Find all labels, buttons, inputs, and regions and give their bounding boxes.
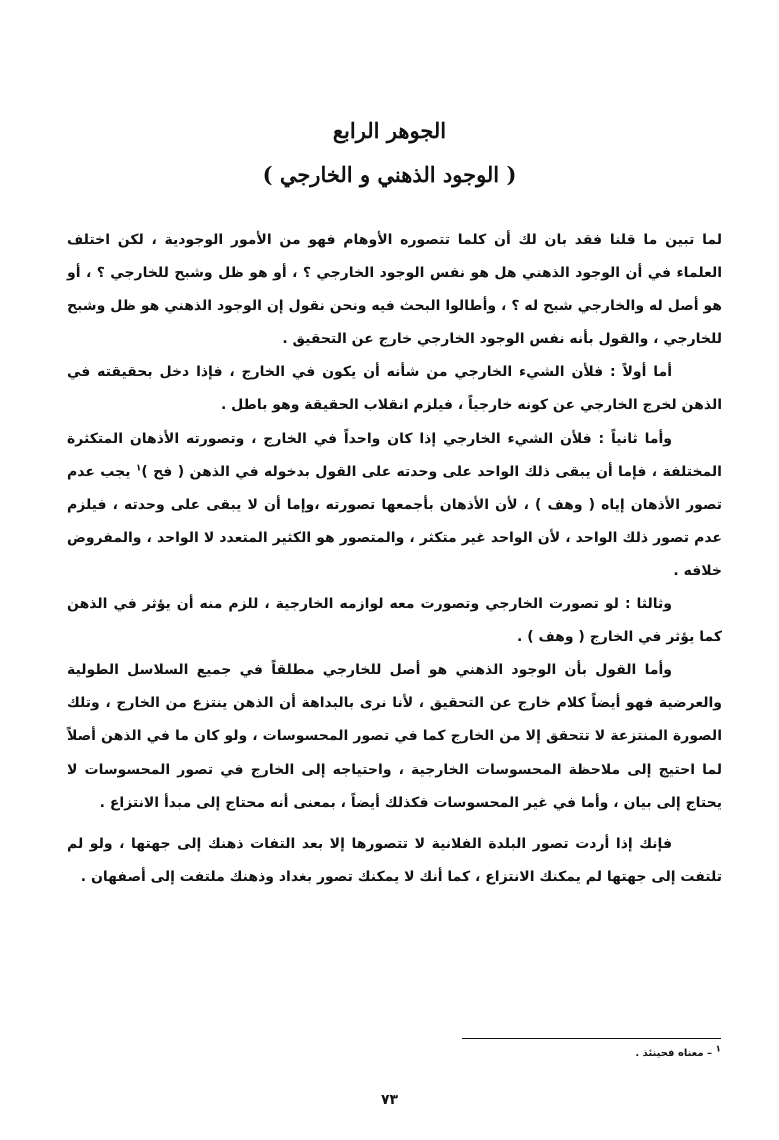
paragraph-2: أما أولاً : فلأن الشيء الخارجي من شأنه أن يكون في الخارج ، فإذا دخل بحقيقته في الذهن لخرج الخارجي عن كونه خارجياً ، فيلزم انقلاب الحقيقة وهو باطل . — [67, 364, 722, 414]
paragraph-3-text-start: وأما ثانياً : فلأن الشيء الخارجي إذا كان واحداً في الخارج ، وتصورته الأذهان المتكثرة المختلفة ، فإما أن يبقى ذلك الواحد على وحدته على القول بدخوله في الذهن ( فح ) — [67, 430, 722, 480]
paragraph-4: وثالثا : لو تصورت الخارجي وتصورت معه لوازمه الخارجية ، للزم منه أن يؤثر في الذهن كما يؤثر في الخارج ( وهف ) . — [67, 596, 722, 646]
paragraph-6: فإنك إذا أردت تصور البلدة الفلانية لا تتصورها إلا بعد التفات ذهنك إلى جهتها ، ولو لم تلتفت إلى جهتها لم يمكنك الانتزاع ، كما أنك لا يمكنك تصور بغداد وذهنك ملتفت إلى أصفهان . — [67, 835, 722, 885]
footnote — [462, 1046, 721, 1062]
body-text — [67, 224, 722, 894]
footnote-divider — [462, 1038, 721, 1039]
paragraph-3 — [67, 423, 722, 588]
paragraph-1: لما تبين ما قلنا فقد بان لك أن كلما تتصوره الأوهام فهو من الأمور الوجودية ، لكن اختلف العلماء في أن الوجود الذهني هل هو نفس الوجود الخارجي ؟ ، أو هو ظل وشبح للخارجي ؟ ، أو هو أصل له والخارجي شبح له ؟ ، وأطالوا البحث فيه ونحن نقول إن الوجود الذهني هو ظل وشبح للخارجي ، والقول بأنه نفس الوجود الخارجي خارج عن التحقيق . — [67, 232, 722, 348]
page-number: ٧٣ — [380, 1092, 399, 1108]
paragraph-3-text-end: يجب عدم تصور الأذهان إياه ( وهف ) ، لأن الأذهان بأجمعها تصورته ،وإما أن لا يبقى على وحدته ، فيلزم عدم تصور ذلك الواحد ، لأن الواحد غير متكثر ، والمتصور هو الكثير المتعدد لا الواحد ، والمفروض خلافه . — [67, 463, 722, 579]
footnote-text: – معناه فحينئذ . — [635, 1048, 713, 1059]
paragraph-5: وأما القول بأن الوجود الذهني هو أصل للخارجي مطلقاً في جميع السلاسل الطولية والعرضية فهو أيضاً كلام خارج عن التحقيق ، لأنا نرى بالبداهة أن الذهن ينتزع من الخارج ، وتلك الصورة المنتزعة لا تتحقق إلا من الخارج كما في تصور المحسوسات ، ولو كان ما في الذهن أصلاً لما احتيج إلى ملاحظة المحسوسات الخارجية ، واحتياجه إلى الخارج في تصور المحسوسات لا يحتاج إلى بيان ، وأما في غير المحسوسات فكذلك أيضاً ، بمعنى أنه محتاج إلى مبدأ الانتزاع . — [67, 662, 722, 811]
page-subtitle: ( الوجود الذهني و الخارجي ) — [262, 162, 517, 187]
footnote-reference: ١ — [135, 463, 142, 473]
page-title: الجوهر الرابع — [332, 118, 447, 143]
footnote-marker: ١ — [715, 1044, 721, 1055]
